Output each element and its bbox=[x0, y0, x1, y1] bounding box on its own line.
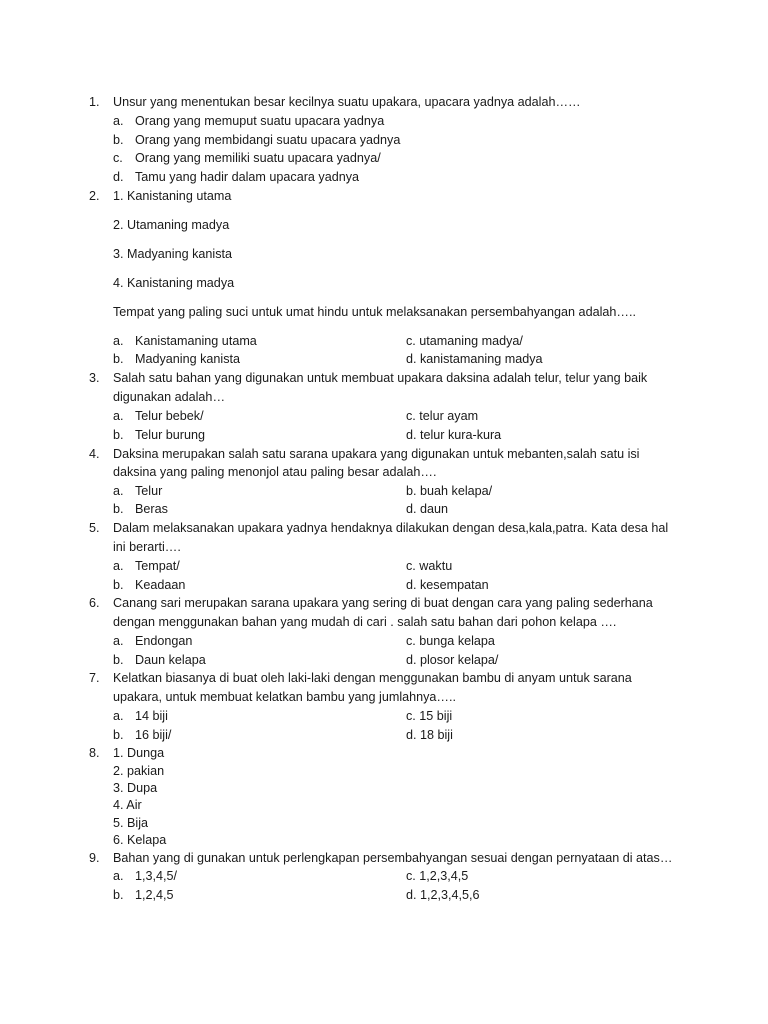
statement-item: 6. Kelapa bbox=[113, 833, 167, 847]
option-letter: b. bbox=[113, 728, 124, 742]
option-letter: a. bbox=[113, 709, 124, 723]
question-number: 9. bbox=[89, 851, 100, 865]
option-text: Orang yang memuput suatu upacara yadnya bbox=[135, 114, 385, 128]
question-text: dengan menggunakan bahan yang mudah di cari . salah satu bahan dari pohon kelapa …. bbox=[113, 615, 617, 629]
statement-item: 3. Madyaning kanista bbox=[113, 247, 233, 261]
option-text: Endongan bbox=[135, 634, 193, 648]
option-text: 1,3,4,5/ bbox=[135, 869, 178, 883]
option-letter: d. bbox=[113, 170, 124, 184]
option-text: Telur bebek/ bbox=[135, 409, 204, 423]
question-text: Unsur yang menentukan besar kecilnya suatu upakara, upacara yadnya adalah…… bbox=[113, 95, 581, 109]
option-letter: b. bbox=[113, 653, 124, 667]
statement-item: 1. Dunga bbox=[113, 746, 165, 760]
question-number: 7. bbox=[89, 671, 100, 685]
option-letter: a. bbox=[113, 869, 124, 883]
statement-item: 1. Kanistaning utama bbox=[113, 189, 232, 203]
question-text: daksina yang paling menonjol atau paling besar adalah…. bbox=[113, 465, 437, 479]
question-number: 2. bbox=[89, 189, 100, 203]
option-letter: a. bbox=[113, 559, 124, 573]
option-letter: b. bbox=[113, 133, 124, 147]
statement-item: 2. pakian bbox=[113, 764, 165, 778]
option-right: d. plosor kelapa/ bbox=[406, 653, 499, 667]
option-text: Orang yang memiliki suatu upacara yadnya/ bbox=[135, 151, 381, 165]
option-text: Tempat/ bbox=[135, 559, 180, 573]
option-text: Telur bbox=[135, 484, 163, 498]
option-right: c. utamaning madya/ bbox=[406, 334, 523, 348]
option-text: Daun kelapa bbox=[135, 653, 206, 667]
statement-item: 4. Kanistaning madya bbox=[113, 276, 235, 290]
option-text: 16 biji/ bbox=[135, 728, 172, 742]
option-right: c. 15 biji bbox=[406, 709, 453, 723]
option-right: c. telur ayam bbox=[406, 409, 479, 423]
option-text: 14 biji bbox=[135, 709, 168, 723]
question-text: Kelatkan biasanya di buat oleh laki-laki dengan menggunakan bambu di anyam untuk sarana bbox=[113, 671, 632, 685]
statement-item: 2. Utamaning madya bbox=[113, 218, 230, 232]
statement-item: 5. Bija bbox=[113, 816, 149, 830]
question-text: ini berarti…. bbox=[113, 540, 181, 554]
statement-item: 4. Air bbox=[113, 798, 142, 812]
option-letter: b. bbox=[113, 352, 124, 366]
option-letter: a. bbox=[113, 484, 124, 498]
question-text: Daksina merupakan salah satu sarana upakara yang digunakan untuk mebanten,salah satu isi bbox=[113, 447, 640, 461]
option-text: Orang yang membidangi suatu upacara yadnya bbox=[135, 133, 401, 147]
option-right: d. 1,2,3,4,5,6 bbox=[406, 888, 480, 902]
option-text: Keadaan bbox=[135, 578, 186, 592]
option-letter: b. bbox=[113, 428, 124, 442]
option-right: c. 1,2,3,4,5 bbox=[406, 869, 469, 883]
option-right: b. buah kelapa/ bbox=[406, 484, 493, 498]
question-text: Dalam melaksanakan upakara yadnya hendaknya dilakukan dengan desa,kala,patra. Kata desa hal bbox=[113, 521, 669, 535]
question-number: 5. bbox=[89, 521, 100, 535]
option-text: Tamu yang hadir dalam upacara yadnya bbox=[135, 170, 360, 184]
option-text: Telur burung bbox=[135, 428, 206, 442]
question-text: Canang sari merupakan sarana upakara yang sering di buat dengan cara yang paling sederhana bbox=[113, 596, 653, 610]
question-number: 4. bbox=[89, 447, 100, 461]
option-letter: a. bbox=[113, 634, 124, 648]
option-text: Beras bbox=[135, 502, 168, 516]
question-number: 1. bbox=[89, 95, 100, 109]
question-number: 6. bbox=[89, 596, 100, 610]
question-text: Salah satu bahan yang digunakan untuk membuat upakara daksina adalah telur, telur yang baik bbox=[113, 371, 648, 385]
option-right: d. kesempatan bbox=[406, 578, 489, 592]
question-number: 3. bbox=[89, 371, 100, 385]
option-right: d. 18 biji bbox=[406, 728, 453, 742]
option-right: d. kanistamaning madya bbox=[406, 352, 543, 366]
option-letter: b. bbox=[113, 888, 124, 902]
option-letter: b. bbox=[113, 578, 124, 592]
question-number: 8. bbox=[89, 746, 100, 760]
option-letter: a. bbox=[113, 114, 124, 128]
option-right: d. telur kura-kura bbox=[406, 428, 502, 442]
option-letter: c. bbox=[113, 151, 123, 165]
option-letter: b. bbox=[113, 502, 124, 516]
question-text: upakara, untuk membuat kelatkan bambu yang jumlahnya….. bbox=[113, 690, 457, 704]
option-text: 1,2,4,5 bbox=[135, 888, 174, 902]
question-text: Tempat yang paling suci untuk umat hindu untuk melaksanakan persembahyangan adalah….. bbox=[113, 305, 636, 319]
option-text: Kanistamaning utama bbox=[135, 334, 257, 348]
option-letter: a. bbox=[113, 409, 124, 423]
statement-item: 3. Dupa bbox=[113, 781, 158, 795]
question-text: digunakan adalah… bbox=[113, 390, 226, 404]
option-letter: a. bbox=[113, 334, 124, 348]
option-text: Madyaning kanista bbox=[135, 352, 241, 366]
question-text: Bahan yang di gunakan untuk perlengkapan persembahyangan sesuai dengan pernyataan di atas… bbox=[113, 851, 673, 865]
option-right: c. bunga kelapa bbox=[406, 634, 495, 648]
option-right: d. daun bbox=[406, 502, 449, 516]
option-right: c. waktu bbox=[406, 559, 453, 573]
